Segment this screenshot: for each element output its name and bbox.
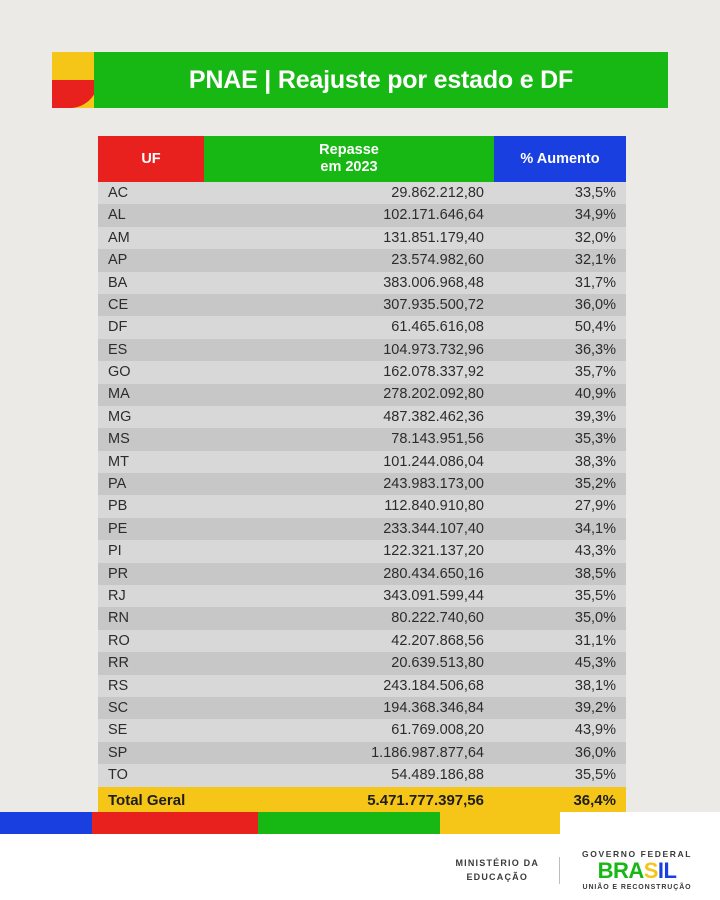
table-row: [98, 697, 626, 719]
column-header-repasse-line2: em 2023: [320, 159, 378, 175]
cell-uf: PR: [98, 563, 204, 585]
cell-uf: SP: [98, 742, 204, 764]
cell-aumento: 43,3%: [494, 540, 626, 562]
column-header-aumento: % Aumento: [494, 136, 626, 182]
table-row: [98, 204, 626, 226]
table-row: [98, 182, 626, 204]
cell-aumento: 34,1%: [494, 518, 626, 540]
cell-aumento: 39,2%: [494, 697, 626, 719]
cell-uf: RN: [98, 607, 204, 629]
cell-aumento: 50,4%: [494, 316, 626, 338]
cell-repasse: 243.184.506,68: [204, 675, 494, 697]
table-row: [98, 361, 626, 383]
gov-federal-label: GOVERNO FEDERAL: [582, 848, 692, 859]
cell-aumento: 36,0%: [494, 742, 626, 764]
brasil-part-1: BRA: [597, 858, 644, 884]
table-row: [98, 406, 626, 428]
table-row: [98, 719, 626, 741]
cell-repasse: 487.382.462,36: [204, 406, 494, 428]
cell-repasse: 131.851.179,40: [204, 227, 494, 249]
cell-repasse: 162.078.337,92: [204, 361, 494, 383]
cell-repasse: 29.862.212,80: [204, 182, 494, 204]
footer-logos: [455, 850, 692, 892]
table-row: [98, 630, 626, 652]
table-row: [98, 473, 626, 495]
cell-repasse: 23.574.982,60: [204, 249, 494, 271]
cell-repasse: 54.489.186,88: [204, 764, 494, 786]
cell-uf: PI: [98, 540, 204, 562]
cell-aumento: 35,0%: [494, 607, 626, 629]
cell-aumento: 32,0%: [494, 227, 626, 249]
cell-aumento: 43,9%: [494, 719, 626, 741]
cell-uf: MG: [98, 406, 204, 428]
column-header-uf: UF: [98, 136, 204, 182]
cell-total-label: Total Geral: [98, 787, 204, 815]
table-row: [98, 316, 626, 338]
cell-repasse: 42.207.868,56: [204, 630, 494, 652]
cell-uf: RO: [98, 630, 204, 652]
stripe-blue: [0, 812, 92, 834]
stripe-green: [258, 812, 440, 834]
cell-repasse: 343.091.599,44: [204, 585, 494, 607]
cell-total-aumento: 36,4%: [494, 787, 626, 815]
ministry-logo: [455, 857, 560, 884]
cell-uf: MT: [98, 451, 204, 473]
cell-aumento: 35,5%: [494, 585, 626, 607]
cell-uf: MS: [98, 428, 204, 450]
cell-uf: GO: [98, 361, 204, 383]
cell-aumento: 40,9%: [494, 384, 626, 406]
government-logo: [582, 850, 692, 892]
cell-aumento: 35,3%: [494, 428, 626, 450]
brasil-part-3: IL: [657, 858, 677, 884]
cell-aumento: 32,1%: [494, 249, 626, 271]
cell-uf: BA: [98, 272, 204, 294]
table-row: [98, 742, 626, 764]
cell-aumento: 35,5%: [494, 764, 626, 786]
cell-repasse: 1.186.987.877,64: [204, 742, 494, 764]
cell-uf: DF: [98, 316, 204, 338]
table-row: [98, 272, 626, 294]
cell-uf: PB: [98, 495, 204, 517]
footer-bar: [0, 834, 720, 900]
cell-repasse: 278.202.092,80: [204, 384, 494, 406]
header-banner: [52, 52, 668, 108]
stripe-white: [560, 812, 720, 834]
table-header-row: [98, 136, 626, 182]
cell-uf: CE: [98, 294, 204, 316]
cell-aumento: 45,3%: [494, 652, 626, 674]
cell-uf: SC: [98, 697, 204, 719]
cell-repasse: 307.935.500,72: [204, 294, 494, 316]
repasse-table-wrap: [98, 136, 626, 815]
repasse-table: [98, 136, 626, 815]
table-row: [98, 675, 626, 697]
ministry-line-1: MINISTÉRIO DA: [455, 858, 540, 869]
page-title: PNAE | Reajuste por estado e DF: [188, 65, 574, 94]
table-total-row: [98, 787, 626, 815]
table-row: [98, 518, 626, 540]
cell-uf: PE: [98, 518, 204, 540]
cell-uf: TO: [98, 764, 204, 786]
table-row: [98, 540, 626, 562]
cell-repasse: 243.983.173,00: [204, 473, 494, 495]
cell-uf: AP: [98, 249, 204, 271]
cell-uf: MA: [98, 384, 204, 406]
cell-aumento: 38,5%: [494, 563, 626, 585]
cell-uf: SE: [98, 719, 204, 741]
brasil-wordmark: [582, 859, 692, 883]
cell-uf: PA: [98, 473, 204, 495]
cell-repasse: 78.143.951,56: [204, 428, 494, 450]
cell-uf: AC: [98, 182, 204, 204]
cell-aumento: 33,5%: [494, 182, 626, 204]
table-row: [98, 585, 626, 607]
column-header-repasse: [204, 136, 494, 182]
cell-repasse: 383.006.968,48: [204, 272, 494, 294]
table-row: [98, 563, 626, 585]
cell-repasse: 112.840.910,80: [204, 495, 494, 517]
table-row: [98, 764, 626, 786]
table-row: [98, 607, 626, 629]
cell-aumento: 38,3%: [494, 451, 626, 473]
cell-uf: RS: [98, 675, 204, 697]
cell-uf: RJ: [98, 585, 204, 607]
table-row: [98, 384, 626, 406]
table-row: [98, 249, 626, 271]
table-row: [98, 294, 626, 316]
cell-repasse: 102.171.646,64: [204, 204, 494, 226]
table-body: [98, 182, 626, 815]
cell-aumento: 36,0%: [494, 294, 626, 316]
cell-repasse: 233.344.107,40: [204, 518, 494, 540]
cell-repasse: 194.368.346,84: [204, 697, 494, 719]
cell-aumento: 35,7%: [494, 361, 626, 383]
cell-uf: ES: [98, 339, 204, 361]
cell-total-repasse: 5.471.777.397,56: [204, 787, 494, 815]
stripe-red: [92, 812, 258, 834]
table-row: [98, 495, 626, 517]
cell-aumento: 31,7%: [494, 272, 626, 294]
cell-aumento: 35,2%: [494, 473, 626, 495]
cell-aumento: 31,1%: [494, 630, 626, 652]
cell-aumento: 38,1%: [494, 675, 626, 697]
cell-repasse: 80.222.740,60: [204, 607, 494, 629]
table-row: [98, 428, 626, 450]
table-row: [98, 339, 626, 361]
cell-uf: AL: [98, 204, 204, 226]
cell-aumento: 34,9%: [494, 204, 626, 226]
cell-repasse: 61.769.008,20: [204, 719, 494, 741]
cell-repasse: 104.973.732,96: [204, 339, 494, 361]
cell-repasse: 122.321.137,20: [204, 540, 494, 562]
footer-color-stripes: [0, 812, 720, 834]
ministry-line-2: EDUCAÇÃO: [466, 871, 529, 882]
cell-repasse: 101.244.086,04: [204, 451, 494, 473]
gov-tagline: UNIÃO E RECONSTRUÇÃO: [582, 884, 692, 892]
cell-aumento: 36,3%: [494, 339, 626, 361]
brasil-part-2: S: [643, 858, 658, 884]
table-row: [98, 652, 626, 674]
cell-repasse: 20.639.513,80: [204, 652, 494, 674]
cell-uf: RR: [98, 652, 204, 674]
cell-repasse: 61.465.616,08: [204, 316, 494, 338]
table-row: [98, 227, 626, 249]
cell-uf: AM: [98, 227, 204, 249]
cell-aumento: 39,3%: [494, 406, 626, 428]
cell-repasse: 280.434.650,16: [204, 563, 494, 585]
stripe-yellow: [440, 812, 560, 834]
table-row: [98, 451, 626, 473]
column-header-repasse-line1: Repasse: [319, 142, 379, 159]
cell-aumento: 27,9%: [494, 495, 626, 517]
